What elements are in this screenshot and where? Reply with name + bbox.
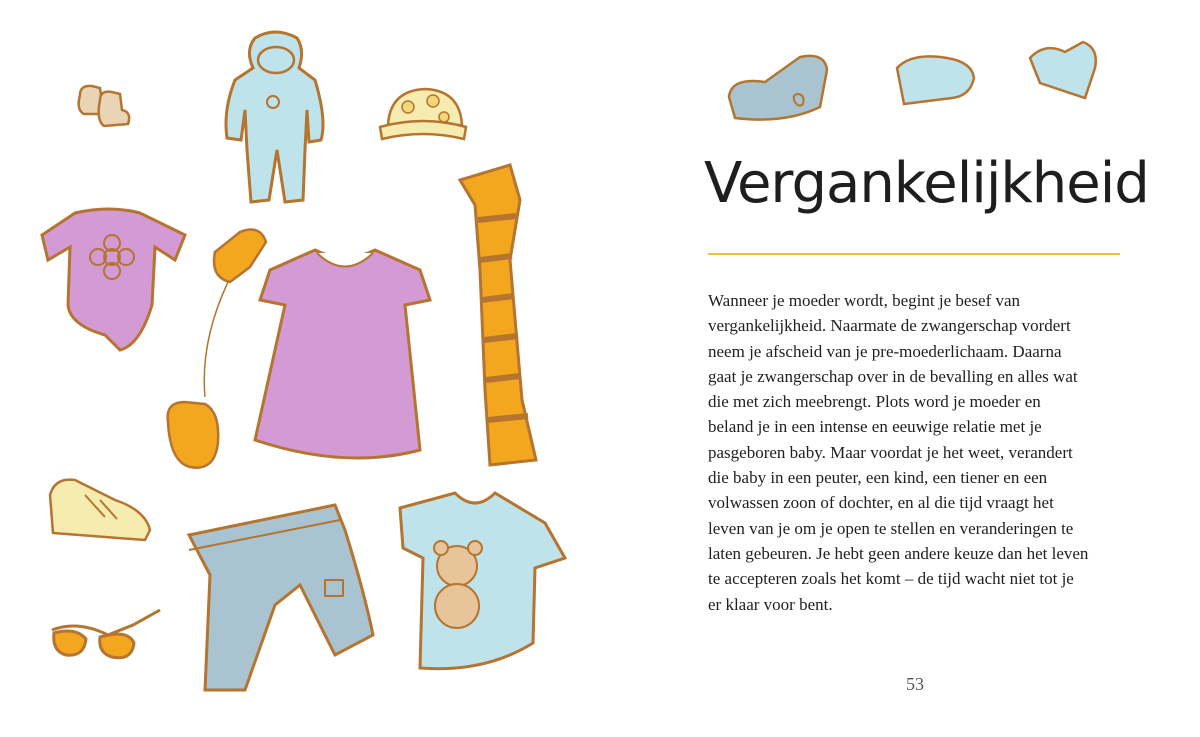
title-divider bbox=[708, 253, 1120, 255]
teddy-tshirt-icon bbox=[395, 488, 570, 678]
page-number: 53 bbox=[906, 674, 924, 694]
top-illustrations bbox=[700, 30, 1180, 140]
body-paragraph: Wanneer je moeder wordt, begint je besef van vergankelijkheid. Naarmate de zwangerschap vordert neem je afscheid van je pre-moederlichaam. Daarna gaat je zwangerschap over in de bevalling en alles wat die met zich meebrengt. Plots word je moeder en beland je in een intense en eeuwige relatie met je pasgeboren baby. Maar voordat je het weet, verandert die baby in een peuter, een kind, een tiener en een volwassen zoon of dochter, en al die tijd vraagt het leven van je om je open te stellen en veranderingen te laten gebeuren. Je hebt geen andere keuze dan het leven te accepteren zoals het komt – de tijd wacht niet tot je er klaar voor bent. bbox=[708, 291, 1089, 614]
sunglasses-icon bbox=[48, 605, 168, 665]
mitten-left-icon bbox=[892, 48, 982, 108]
knit-hat-icon bbox=[378, 85, 468, 145]
page-title: Vergankelijkheid bbox=[704, 151, 1149, 216]
sneaker-icon bbox=[45, 475, 155, 545]
baby-booties-icon bbox=[70, 80, 140, 140]
dress-icon bbox=[245, 245, 455, 465]
mitten-right-icon bbox=[1025, 38, 1105, 103]
baby-snowsuit-icon bbox=[215, 30, 335, 210]
scarf-icon bbox=[450, 160, 550, 480]
baby-shoe-icon bbox=[725, 52, 835, 127]
trousers-icon bbox=[185, 495, 380, 700]
